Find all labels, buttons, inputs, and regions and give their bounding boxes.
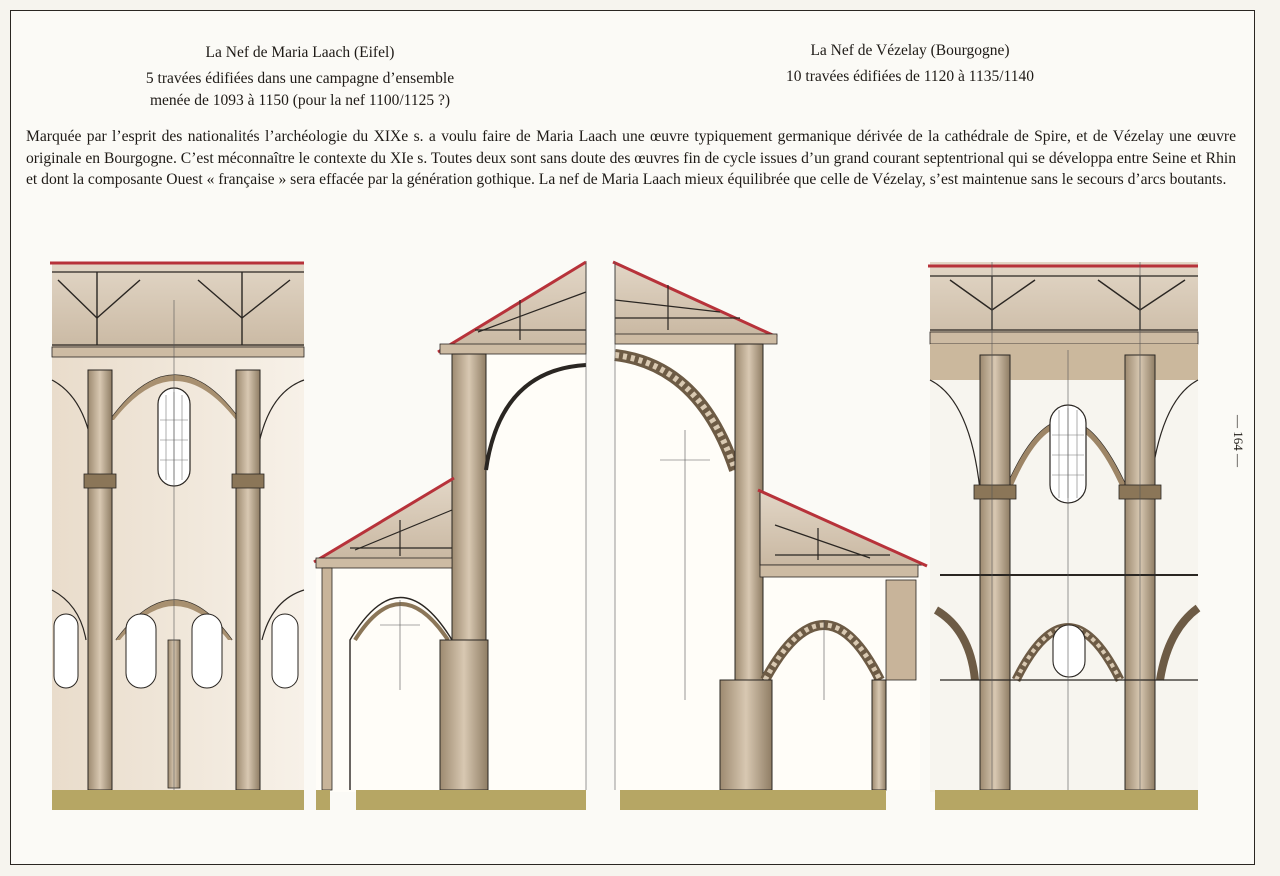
- maria-laach-section: [314, 262, 586, 810]
- vezelay-title: La Nef de Vézelay (Bourgogne): [810, 42, 1010, 59]
- maria-laach-elevation: [50, 262, 304, 810]
- maria-laach-title: La Nef de Maria Laach (Eifel): [205, 44, 395, 61]
- commentary-paragraph: Marquée par l’esprit des nationalités l’archéologie du XIXe s. a voulu faire de Maria Laach une œuvre typiquement germanique dérivée de la cathédrale de Spire, et de Vézelay une œuvre originale en Bourgogne. C’est méconnaître le contexte du XIe s. Toutes deux sont sans doute des œuvres fin de cycle issues d’un grand courant septentrional qui se développa entre Seine et Rhin et dont la composante Ouest « française » sera effacée par la génération gothique. La nef de Maria Laach mieux équilibrée que celle de Vézelay, s’est maintenue sans le secours d’arcs boutants.: [26, 128, 1236, 188]
- vezelay-section: [613, 262, 927, 810]
- page-number: — 164 —: [1231, 415, 1246, 467]
- vezelay-line1: 10 travées édifiées de 1120 à 1135/1140: [786, 68, 1034, 85]
- maria-laach-line1: 5 travées édifiées dans une campagne d’ensemble: [145, 70, 455, 87]
- maria-laach-line2: menée de 1093 à 1150 (pour la nef 1100/1125 ?): [149, 92, 450, 109]
- vezelay-elevation: [928, 262, 1198, 810]
